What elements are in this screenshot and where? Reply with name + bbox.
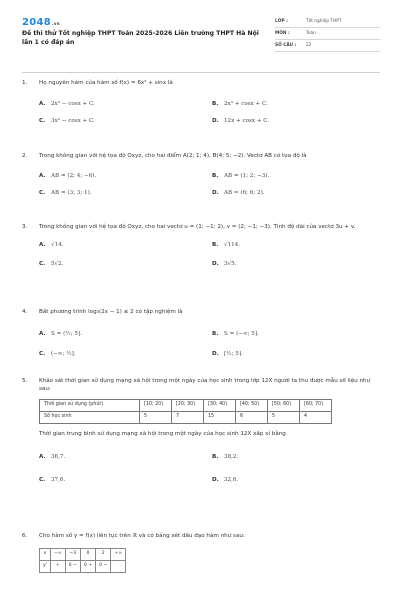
exam-meta [275,16,380,52]
question-number: 4. [22,309,28,315]
meta-key: SỐ CÂU : [275,42,297,48]
table-cell: x [40,548,51,560]
option-label: D. [212,351,219,358]
option-text: 3x² − cosx + C. [51,118,95,125]
question-number: 3. [22,224,28,230]
table-cell: 7 [172,412,204,424]
table-cell: [20; 30) [172,400,204,412]
table-cell: 0 [80,548,95,560]
question-text: Họ nguyên hàm của hàm số f(x) = 6x² + sinx là [39,80,173,86]
table-row [40,412,332,424]
option-text: (−∞; ½]. [51,351,76,358]
option-a[interactable] [39,242,212,250]
table-cell: Số học sinh [40,412,140,424]
option-d[interactable] [212,477,385,485]
option-label: C. [39,118,46,125]
option-text: 12x + cosx + C. [224,118,270,125]
option-label: A. [39,330,46,337]
option-text: 38,2. [224,453,239,460]
option-c[interactable] [39,118,212,126]
table-cell: 2 [96,548,111,560]
page-header [22,16,380,72]
option-a[interactable] [39,101,212,109]
option-text: 32,6. [224,477,239,484]
option-label: B. [212,172,219,179]
option-text: 37,6. [51,477,66,484]
option-c[interactable] [39,477,212,485]
option-text: 2x³ − cosx + C. [51,100,95,107]
question-text: Cho hàm số y = f(x) liên tục trên ℝ và có bảng xét dấu đạo hàm như sau: [39,533,245,539]
option-c[interactable] [39,261,212,269]
option-label: B. [212,100,219,107]
option-label: D. [212,477,219,484]
table-cell: [40; 50) [236,400,268,412]
table-cell [111,560,126,572]
meta-key: MÔN : [275,30,290,36]
option-d[interactable] [212,190,385,198]
option-b[interactable] [212,173,385,181]
option-b[interactable] [212,242,385,250]
option-c[interactable] [39,351,212,359]
table-cell: [50; 60) [268,400,300,412]
option-text: 3√5. [224,261,237,268]
option-label: A. [39,100,46,107]
option-b[interactable] [212,331,385,339]
option-label: C. [39,351,46,358]
meta-value: 22 [306,42,312,48]
table-row [40,560,126,572]
table-cell: 0 − [96,560,111,572]
table-row [40,548,126,560]
site-logo[interactable] [22,16,60,30]
option-text: 2x³ + cosx + C. [224,100,268,107]
question-subtext: Thời gian trung bình sử dụng mạng xã hội trong một ngày của học sinh 12X xấp xỉ bằng [39,431,286,438]
meta-row-subject [275,28,380,40]
option-label: D. [212,118,219,125]
option-text: 36,7. [51,453,66,460]
option-d[interactable] [212,351,385,359]
page-title: Đề thi thử Tốt nghiệp THPT Toán 2025-2026 Liên trường THPT Hà Nội lần 1 có đáp án [22,30,259,46]
meta-row-class [275,16,380,28]
option-label: C. [39,477,46,484]
option-c[interactable] [39,190,212,198]
question-text: Bất phương trình log₃(2x − 1) ≤ 2 có tập nghiệm là [39,309,183,315]
table-cell: 5 [140,412,172,424]
option-label: D. [212,261,219,268]
option-label: B. [212,453,219,460]
question-1 [22,80,380,126]
option-label: A. [39,172,46,179]
option-label: A. [39,241,46,248]
option-a[interactable] [39,173,212,181]
options [39,101,380,126]
logo-text: 2048 [22,17,52,28]
sign-table [39,548,126,573]
header-divider [22,72,380,73]
option-text: AB = (3; 3; 1). [51,190,92,197]
table-cell: −3 [65,548,80,560]
options [39,242,380,269]
option-label: C. [39,261,46,268]
question-text: Khảo sát thời gian sử dụng mạng xã hội trong một ngày của học sinh trong lớp 12X người ta thu được mẫu số liệu như sau: [39,378,371,392]
table-cell: 6 [236,412,268,424]
option-b[interactable] [212,454,385,462]
option-text: AB = (1; 2; −3). [224,172,270,179]
question-number: 6. [22,533,28,539]
logo-suffix: .vn [52,21,60,26]
meta-value: Tốt nghiệp THPT [306,18,342,24]
option-text: √14. [51,241,64,248]
option-text: [½; 5]. [224,351,243,358]
question-4 [22,309,380,359]
option-label: B. [212,241,219,248]
table-cell: y' [40,560,51,572]
question-number: 2. [22,153,28,159]
option-text: √114. [224,241,241,248]
option-a[interactable] [39,331,212,339]
question-5 [22,378,380,485]
question-6 [22,533,380,573]
meta-key: LỚP : [275,18,288,24]
option-text: 5√2. [51,261,64,268]
option-label: A. [39,453,46,460]
options [39,331,380,359]
question-text: Trong không gian với hệ tọa độ Oxyz, cho hai vectơ u = (1; −1; 2), v = (2; −1; −3). Tính độ dài của vectơ 3u + v. [39,224,356,230]
meta-row-count [275,40,380,52]
question-3 [22,224,380,269]
meta-value: Toán [306,30,316,36]
table-cell: +∞ [111,548,126,560]
table-cell: 5 [268,412,300,424]
option-label: D. [212,190,219,197]
option-d[interactable] [212,118,385,126]
question-number: 5. [22,378,28,384]
option-label: C. [39,190,46,197]
option-text: AB = (2; 4; −6). [51,172,97,179]
frequency-table [39,399,332,424]
table-cell: 0 − [65,560,80,572]
option-d[interactable] [212,261,385,269]
table-cell: −∞ [50,548,65,560]
question-text: Trong không gian với hệ tọa độ Oxyz, cho hai điểm A(2; 1; 4), B(4; 5; −2). Vectơ AB có tọa độ là [39,153,307,159]
options [39,173,380,198]
option-text: S = (−∞; 5]. [224,330,259,337]
table-cell: 0 + [80,560,95,572]
option-label: B. [212,330,219,337]
question-2 [22,153,380,198]
table-cell: Thời gian sử dụng (phút) [40,400,140,412]
option-b[interactable] [212,101,385,109]
option-text: S = (½; 5]. [51,330,82,337]
table-cell: 15 [204,412,236,424]
question-number: 1. [22,80,28,86]
option-a[interactable] [39,454,212,462]
table-cell: 4 [300,412,332,424]
table-cell: [60; 70) [300,400,332,412]
table-row [40,400,332,412]
table-cell: [30; 40) [204,400,236,412]
option-text: AB = (6; 6; 2). [224,190,265,197]
table-cell: + [50,560,65,572]
options [39,454,380,485]
table-cell: [10; 20) [140,400,172,412]
